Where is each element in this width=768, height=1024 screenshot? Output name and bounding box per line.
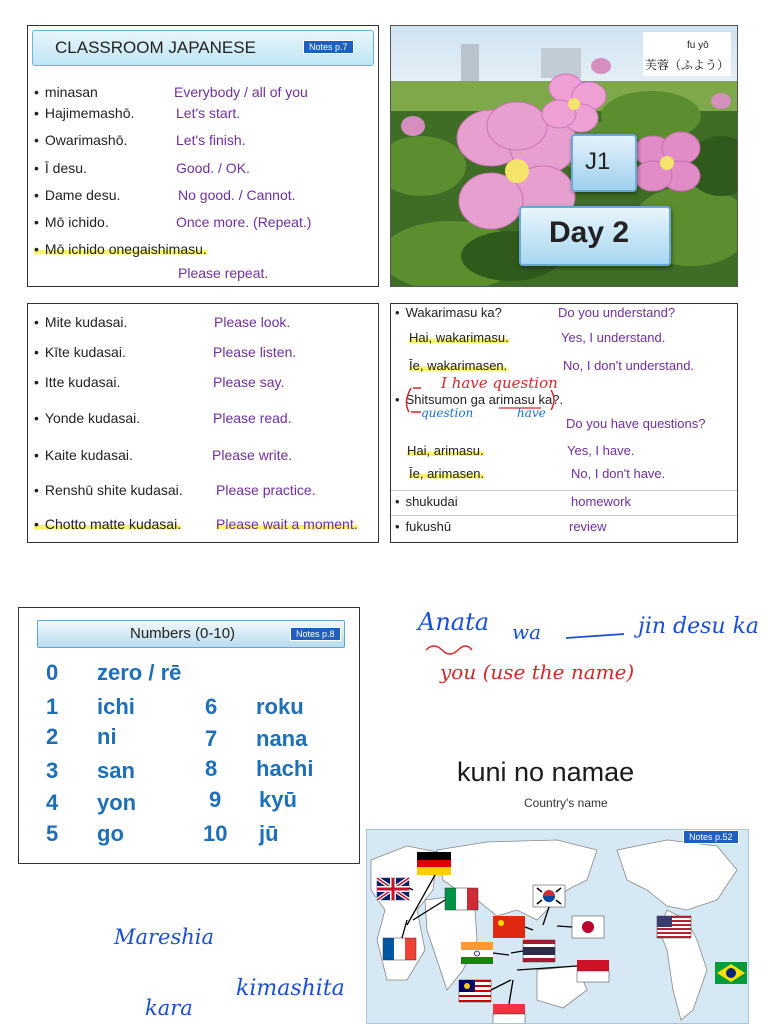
kudasai-jp-1: • Kīte kudasai.: [34, 344, 126, 360]
flag-usa: [657, 916, 691, 938]
classroom-title: CLASSROOM JAPANESE: [55, 38, 256, 57]
num-2-digit: 2: [46, 724, 59, 749]
num-10-digit: 10: [203, 821, 228, 846]
classroom-jp-0: • minasan: [34, 84, 98, 100]
num-8-digit: 8: [205, 756, 218, 781]
num-4-word: yon: [97, 790, 137, 815]
hand-jin-desu-ka: jin desu ka: [638, 614, 760, 639]
classroom-jp-3: • Ī desu.: [34, 160, 87, 176]
kuni-title: kuni no namae: [457, 757, 635, 787]
map-notes-badge: Notes p.52: [683, 830, 739, 844]
waka-a3-en: Yes, I have.: [567, 443, 635, 458]
classroom-japanese-panel: [27, 25, 379, 287]
waka-a2: Īe, wakarimasen.: [409, 358, 508, 373]
flag-japan: [572, 916, 604, 938]
flag-indonesia: [577, 960, 609, 982]
waka-v2-en: review: [569, 519, 607, 534]
classroom-jp-1: • Hajimemashō.: [34, 105, 134, 121]
hand-question: question: [421, 406, 474, 420]
classroom-en-1: Let's start.: [176, 105, 241, 121]
classroom-jp-2: • Owarimashō.: [34, 132, 127, 148]
num-5-digit: 5: [46, 821, 59, 846]
flag-uk: [377, 878, 409, 900]
num-2-word: ni: [97, 724, 117, 749]
flag-korea: [533, 885, 565, 907]
flag-singapore: [493, 1004, 525, 1024]
classroom-jp-6: • Mō ichido onegaishimasu.: [34, 241, 207, 257]
hand-have: have: [517, 406, 546, 420]
flag-france: [383, 938, 416, 960]
day2-label: Day 2: [549, 216, 630, 249]
flag-germany: [417, 852, 451, 875]
num-0-digit: 0: [46, 660, 59, 685]
flag-italy: [445, 888, 478, 910]
numbers-panel: [18, 607, 360, 864]
kudasai-en-6: Please wait a moment.: [216, 516, 358, 532]
day2-badge: [519, 206, 671, 266]
classroom-en-2: Let's finish.: [176, 132, 246, 148]
kudasai-en-4: Please write.: [212, 447, 293, 463]
j1-badge: [571, 134, 637, 192]
waka-a4: Īe, arimasen.: [409, 466, 485, 481]
kudasai-jp-3: • Yonde kudasai.: [34, 410, 140, 426]
kudasai-en-0: Please look.: [214, 314, 291, 330]
numbers-title-bar: [37, 620, 345, 648]
classroom-en-0: Everybody / all of you: [174, 84, 308, 100]
num-5-word: go: [97, 821, 124, 846]
flag-thailand: [523, 940, 555, 962]
waka-a2-en: No, I don't understand.: [563, 358, 695, 373]
classroom-en-3: Good. / OK.: [176, 160, 250, 176]
flower-photo-panel: [390, 25, 738, 287]
num-9-word: kyū: [259, 787, 297, 812]
num-1-word: ichi: [97, 694, 135, 719]
hand-wa: wa: [512, 620, 542, 644]
num-10-word: jū: [259, 821, 279, 846]
hand-you-use-the-name: you (use the name): [440, 660, 635, 684]
num-8-word: hachi: [256, 756, 314, 781]
kudasai-en-5: Please practice.: [216, 482, 316, 498]
num-4-digit: 4: [46, 790, 59, 815]
kudasai-jp-6: • Chotto matte kudasai.: [34, 516, 181, 532]
kudasai-jp-4: • Kaite kudasai.: [34, 447, 133, 463]
hand-kara: kara: [145, 996, 193, 1020]
kudasai-en-3: Please read.: [213, 410, 292, 426]
classroom-en-6: Please repeat.: [178, 265, 269, 281]
classroom-jp-5: • Mō ichido.: [34, 214, 109, 230]
waka-divider-2: [391, 515, 737, 516]
classroom-notes-badge: Notes p.7: [303, 40, 354, 54]
flag-brazil: [715, 962, 747, 984]
flag-india: [461, 942, 493, 964]
num-3-digit: 3: [46, 758, 59, 783]
waka-a1: Hai, wakarimasu.: [409, 330, 509, 345]
waka-q2-en: Do you have questions?: [566, 416, 706, 431]
num-7-digit: 7: [205, 726, 218, 751]
waka-a1-en: Yes, I understand.: [561, 330, 666, 345]
kudasai-jp-0: • Mite kudasai.: [34, 314, 127, 330]
waka-a3: Hai, arimasu.: [407, 443, 484, 458]
wakarimasu-panel: [390, 303, 738, 543]
num-6-word: roku: [256, 694, 304, 719]
kudasai-panel: [27, 303, 379, 543]
kudasai-en-1: Please listen.: [213, 344, 297, 360]
classroom-jp-4: • Dame desu.: [34, 187, 120, 203]
waka-v1: • shukudai: [395, 494, 458, 509]
world-map-panel: [366, 829, 749, 1024]
furigana-label-box: [643, 32, 731, 76]
flag-malaysia: [459, 980, 491, 1002]
furigana-reading: fu yō: [687, 40, 709, 51]
num-9-digit: 9: [209, 787, 222, 812]
kudasai-jp-5: • Renshū shite kudasai.: [34, 482, 183, 498]
num-1-digit: 1: [46, 694, 59, 719]
classroom-title-bar: [32, 30, 374, 66]
hand-i-have-question: I have question: [441, 374, 558, 392]
kudasai-en-2: Please say.: [213, 374, 285, 390]
waka-q2: • Shitsumon ga arimasu ka?.: [395, 392, 563, 407]
num-6-digit: 6: [205, 694, 218, 719]
num-7-word: nana: [256, 726, 308, 751]
world-map: [367, 830, 749, 1024]
flag-china: [493, 916, 525, 938]
waka-v1-en: homework: [571, 494, 631, 509]
hand-anata: Anata: [418, 608, 490, 636]
waka-a4-en: No, I don't have.: [571, 466, 666, 481]
hand-mareshia: Mareshia: [114, 925, 215, 949]
num-0-word: zero / rē: [97, 660, 182, 685]
waka-q1: • Wakarimasu ka?: [395, 305, 502, 320]
classroom-en-5: Once more. (Repeat.): [176, 214, 312, 230]
furigana-kanji: 芙蓉（ふよう）: [645, 58, 730, 72]
waka-v2: • fukushū: [395, 519, 451, 534]
numbers-title: Numbers (0-10): [130, 625, 236, 642]
kuni-subtitle: Country's name: [524, 796, 608, 810]
kudasai-jp-2: • Itte kudasai.: [34, 374, 120, 390]
num-3-word: san: [97, 758, 135, 783]
waka-q1-en: Do you understand?: [558, 305, 676, 320]
classroom-en-4: No good. / Cannot.: [178, 187, 296, 203]
j1-label: J1: [585, 148, 611, 175]
waka-divider-1: [391, 490, 737, 491]
numbers-notes-badge: Notes p.8: [290, 627, 341, 641]
hand-kimashita: kimashita: [236, 976, 345, 1001]
